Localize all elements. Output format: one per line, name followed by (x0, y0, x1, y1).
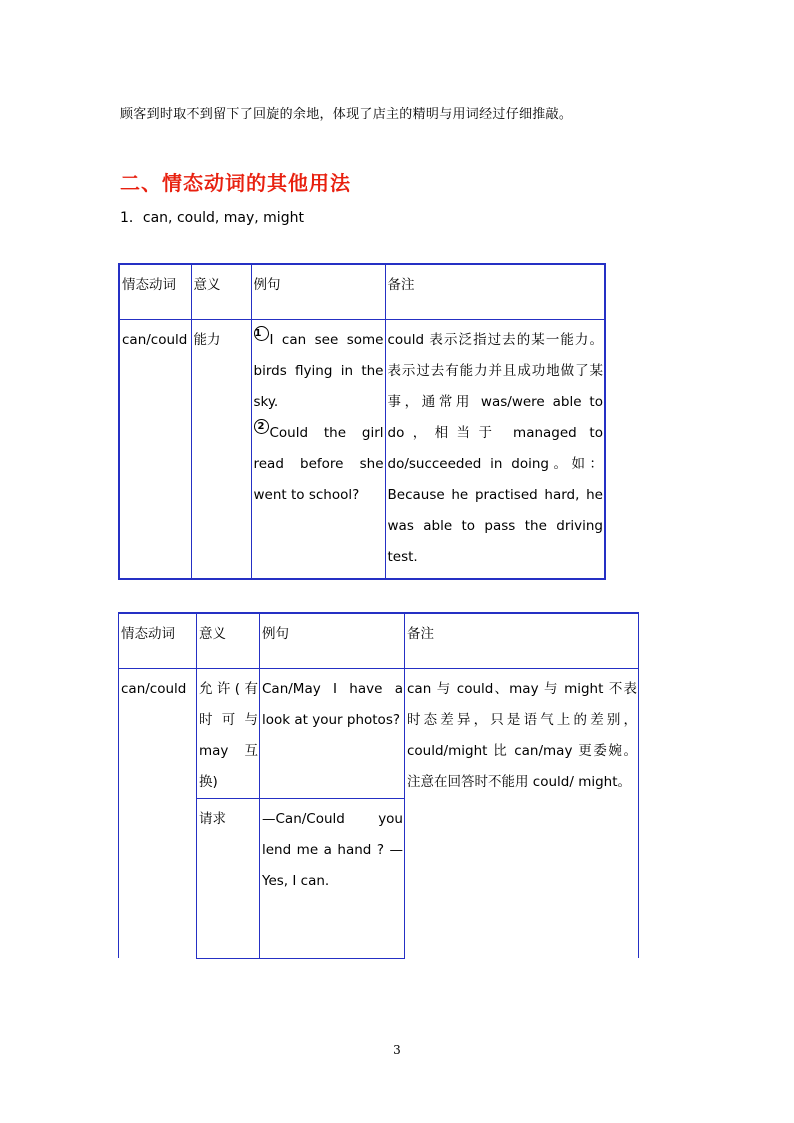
example-cell: Can/May I have a look at your photos? (260, 668, 405, 798)
circled-number-2: 2 (254, 419, 269, 434)
page-number: 3 (393, 1043, 401, 1057)
example-cell: —Can/Could you lend me a hand ? —Yes, I can. (260, 798, 405, 958)
header-cell: 例句 (251, 264, 385, 319)
sub-heading: 1．can, could, may, might (120, 210, 304, 226)
example-sentence: 1 I can see some birds flying in the sky. (253, 327, 384, 410)
meaning-cell: 请求 (197, 798, 260, 958)
header-cell: 备注 (385, 264, 605, 319)
table-row (119, 319, 605, 579)
header-cell: 情态动词 (119, 264, 191, 319)
circled-number-1: 1 (254, 326, 269, 341)
table-header-row (119, 613, 639, 668)
header-cell: 意义 (197, 613, 260, 668)
ability-table (118, 263, 606, 580)
header-cell: 例句 (260, 613, 405, 668)
meaning-cell: 能力 (191, 319, 251, 579)
table-header-row (119, 264, 605, 319)
section-heading: 二、情态动词的其他用法 (120, 171, 351, 195)
note-cell: could 表示泛指过去的某一能力。表示过去有能力并且成功地做了某事，通常用 was/were able to do，相当于 managed to do/succeeded in doing。如：Because he practised hard, he was able to pass the driving test. (385, 319, 605, 579)
header-cell: 情态动词 (119, 613, 197, 668)
modal-verb-cell: can/could (119, 668, 197, 958)
meaning-cell: 允许(有时可与may互换) (197, 668, 260, 798)
table-row (119, 668, 639, 798)
modal-verb-cell: can/could (119, 319, 191, 579)
intro-text: 顾客到时取不到留下了回旋的余地，体现了店主的精明与用词经过仔细推敲。 (120, 107, 573, 122)
note-cell: can 与 could、may 与 might 不表时态差异，只是语气上的差别，could/might 比 can/may 更委婉。注意在回答时不能用 could/ might。 (405, 668, 639, 958)
header-cell: 意义 (191, 264, 251, 319)
header-cell: 备注 (405, 613, 639, 668)
permission-table (118, 612, 639, 959)
example-sentence: 2 Could the girl read before she went to school? (253, 420, 384, 503)
example-cell (251, 319, 385, 579)
